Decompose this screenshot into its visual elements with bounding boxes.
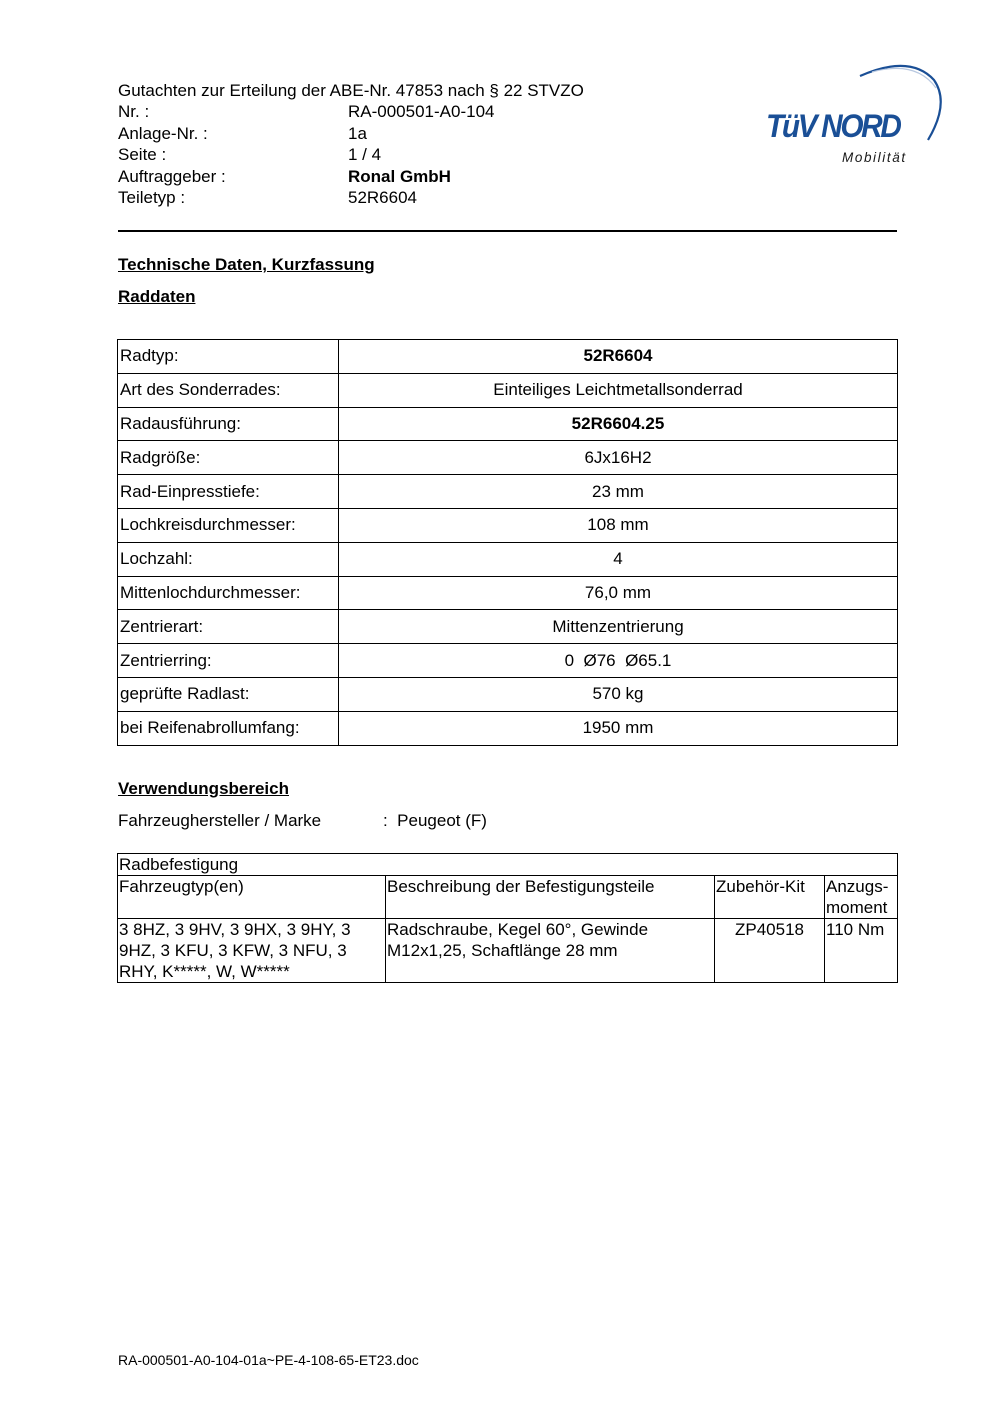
row-label: Rad-Einpresstiefe: xyxy=(118,475,339,509)
header-row-auftraggeber xyxy=(118,166,584,187)
table-row xyxy=(118,340,898,374)
row-value: 76,0 mm xyxy=(339,576,898,610)
row-label: Radausführung: xyxy=(118,407,339,441)
logo-subtitle: Mobilität xyxy=(842,150,907,165)
row-label: geprüfte Radlast: xyxy=(118,677,339,711)
table-row xyxy=(118,919,898,983)
table-row xyxy=(118,508,898,542)
torque-cell: 110 Nm xyxy=(825,919,898,983)
row-label: Radgröße: xyxy=(118,441,339,475)
row-value: 23 mm xyxy=(339,475,898,509)
table-row xyxy=(118,610,898,644)
row-value: 52R6604 xyxy=(339,340,898,374)
header-row-teiletyp xyxy=(118,187,584,208)
wheel-mounting-table xyxy=(117,853,898,983)
row-value: 0 Ø76 Ø65.1 xyxy=(339,644,898,678)
header-value: 52R6604 xyxy=(348,188,418,208)
wheel-data-table xyxy=(117,339,898,746)
row-value: Einteiliges Leichtmetallsonderrad xyxy=(339,373,898,407)
section-wheel-heading: Raddaten xyxy=(118,287,196,306)
table-row xyxy=(118,644,898,678)
table-caption-row xyxy=(118,854,898,876)
manufacturer-label: Fahrzeughersteller / Marke xyxy=(118,811,322,830)
column-header: Beschreibung der Befestigungsteile xyxy=(386,876,715,919)
table-row xyxy=(118,475,898,509)
accessory-kit-cell: ZP40518 xyxy=(715,919,825,983)
column-header: Anzugs-moment xyxy=(825,876,898,919)
row-value: 52R6604.25 xyxy=(339,407,898,441)
fastener-description-cell: Radschraube, Kegel 60°, Gewinde M12x1,25, Schaftlänge 28 mm xyxy=(386,919,715,983)
header-value: RA-000501-A0-104 xyxy=(348,102,495,122)
row-label: Lochkreisdurchmesser: xyxy=(118,508,339,542)
section-technical-heading: Technische Daten, Kurzfassung xyxy=(118,255,375,274)
table-row xyxy=(118,407,898,441)
row-label: Art des Sonderrades: xyxy=(118,373,339,407)
table-row xyxy=(118,711,898,745)
row-label: Lochzahl: xyxy=(118,542,339,576)
manufacturer-line xyxy=(118,811,487,831)
row-label: Radtyp: xyxy=(118,340,339,374)
footer-filename: RA-000501-A0-104-01a~PE-4-108-65-ET23.doc xyxy=(118,1352,419,1368)
row-value: 1950 mm xyxy=(339,711,898,745)
header-row-seite xyxy=(118,144,584,165)
table-row xyxy=(118,373,898,407)
header-label: Seite : xyxy=(118,145,167,165)
row-label: Zentrierart: xyxy=(118,610,339,644)
row-value: 4 xyxy=(339,542,898,576)
table-row xyxy=(118,542,898,576)
header-divider xyxy=(118,230,897,232)
column-header: Fahrzeugtyp(en) xyxy=(118,876,386,919)
row-label: Mittenlochdurchmesser: xyxy=(118,576,339,610)
header-label: Nr. : xyxy=(118,102,150,122)
table-caption: Radbefestigung xyxy=(118,854,898,876)
header-row-nr xyxy=(118,101,584,122)
row-label: Zentrierring: xyxy=(118,644,339,678)
row-label: bei Reifenabrollumfang: xyxy=(118,711,339,745)
header-label: Teiletyp : xyxy=(118,188,186,208)
row-value: Mittenzentrierung xyxy=(339,610,898,644)
row-value: 108 mm xyxy=(339,508,898,542)
document-title: Gutachten zur Erteilung der ABE-Nr. 47853 nach § 22 STVZO xyxy=(118,81,584,100)
manufacturer-value: : Peugeot (F) xyxy=(383,811,487,830)
header-value: Ronal GmbH xyxy=(348,166,451,186)
header-label: Auftraggeber : xyxy=(118,166,226,186)
table-row xyxy=(118,677,898,711)
document-header xyxy=(118,80,584,208)
table-row xyxy=(118,576,898,610)
table-row xyxy=(118,441,898,475)
tuv-nord-logo xyxy=(760,58,945,173)
header-row-anlage xyxy=(118,123,584,144)
row-value: 570 kg xyxy=(339,677,898,711)
header-value: 1 / 4 xyxy=(348,145,382,165)
row-value: 6Jx16H2 xyxy=(339,441,898,475)
table-header-row xyxy=(118,876,898,919)
vehicle-types-cell: 3 8HZ, 3 9HV, 3 9HX, 3 9HY, 3 9HZ, 3 KFU, 3 KFW, 3 NFU, 3 RHY, K*****, W, W***** xyxy=(118,919,386,983)
header-label: Anlage-Nr. : xyxy=(118,123,208,143)
logo-brand: TüV NORD xyxy=(766,108,900,144)
section-usage-heading: Verwendungsbereich xyxy=(118,779,289,798)
header-value: 1a xyxy=(348,123,367,143)
column-header: Zubehör-Kit xyxy=(715,876,825,919)
